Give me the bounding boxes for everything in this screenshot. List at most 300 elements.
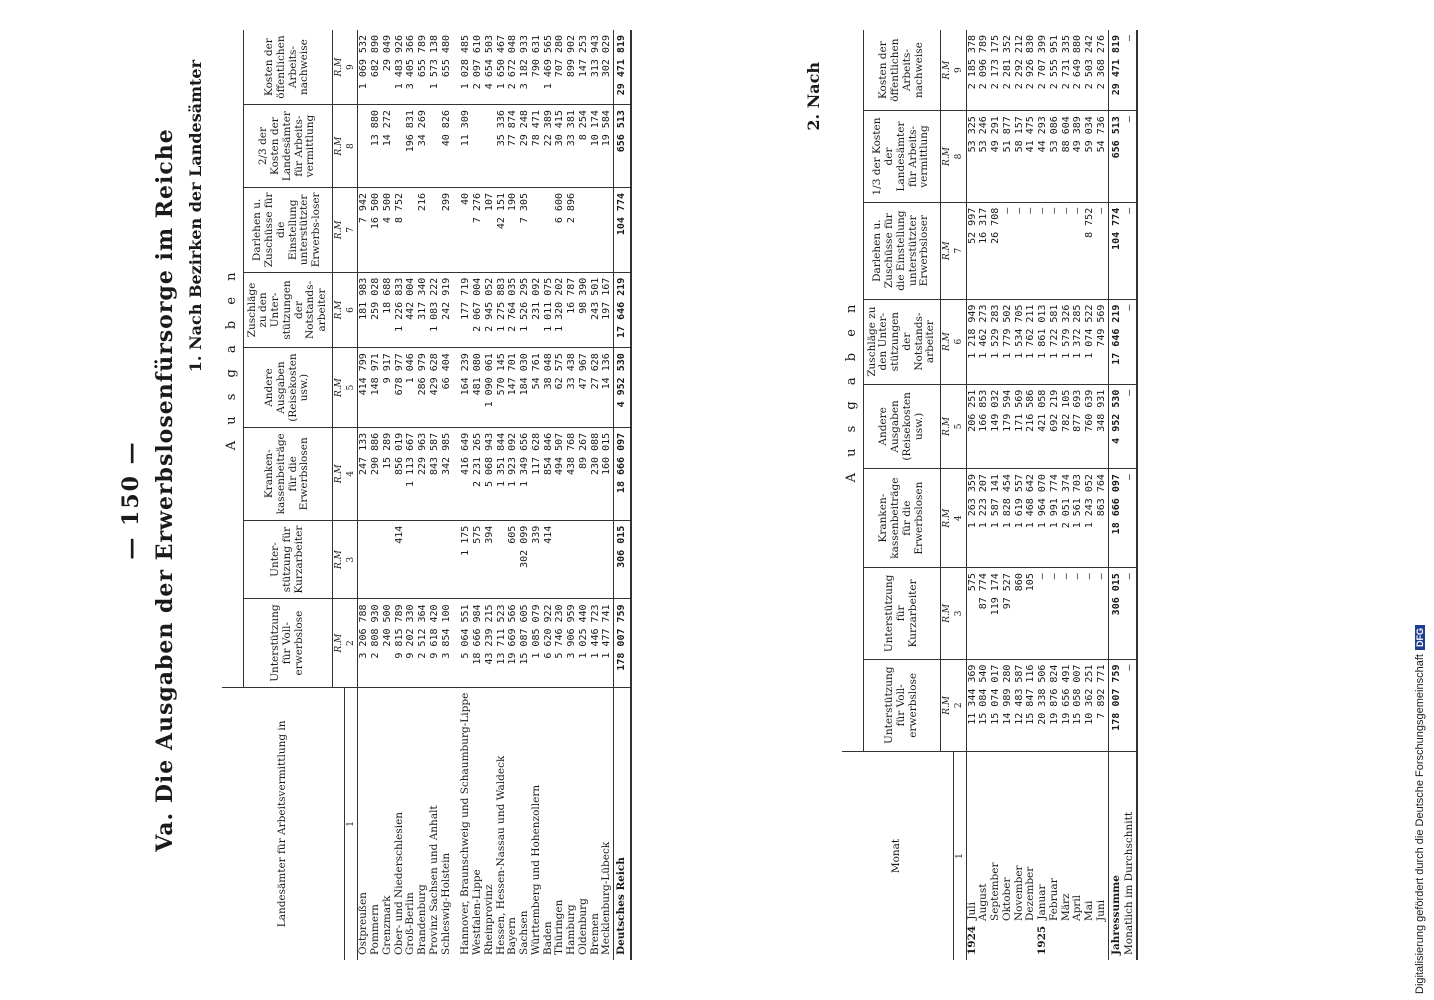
t1-cell: 290 886 <box>370 427 382 520</box>
t1-cell: 240 500 <box>382 599 394 687</box>
t2-row-label <box>1037 752 1049 961</box>
t1-unit-label: R.M <box>332 30 345 105</box>
t1-unit-label: R.M <box>332 427 345 520</box>
t2-row <box>1037 30 1049 960</box>
t1-row-label: Schleswig-Holstein <box>439 852 452 955</box>
t2-col-header: 1/3 der Kosten der Landesämter für Arbeits-vermittlung <box>863 111 941 203</box>
t1-cell: 286 979 <box>417 348 429 428</box>
t2-cell: 1 619 557 <box>1014 469 1026 568</box>
t2-month-name: Juni <box>1094 899 1107 921</box>
t2-cell: 2 649 880 <box>1072 30 1084 111</box>
t2-cell: — <box>1124 299 1137 384</box>
t1-col-header: Zuschläge zu den Unter-stützungen der Notstands-arbeiter <box>243 272 332 348</box>
t2-col-number: 3 <box>953 568 966 659</box>
t1-row-label: Grenzmark <box>380 895 393 955</box>
t1-cell <box>405 520 417 599</box>
t1-spacer-cell <box>452 30 460 105</box>
t1-cell: 147 253 <box>578 30 590 105</box>
t1-cell: 1 175 <box>460 520 472 599</box>
section-title-1: 1. Nach Bezirken der Landesämter <box>186 60 205 373</box>
t2-col-header: Darlehen u. Zuschüsse für die Einstellung unterstützter Erwerbsloser <box>863 202 941 299</box>
t2-cell: 1 722 581 <box>1049 299 1061 384</box>
t1-cell: 216 <box>417 188 429 273</box>
t2-cell: 29 471 819 <box>1108 30 1124 111</box>
t1-cell: 2 896 <box>566 188 578 273</box>
t1-row <box>566 30 578 960</box>
t1-cell: 11 309 <box>460 105 472 188</box>
t2-cell: 2 368 276 <box>1096 30 1108 111</box>
t1-cell: 2 067 004 <box>472 272 484 348</box>
t1-cell: 4 654 503 <box>484 30 496 105</box>
t1-unit-label: R.M <box>332 599 345 687</box>
t1-cell: 77 874 <box>507 105 519 188</box>
t2-cell: 15 074 017 <box>990 659 1002 751</box>
t1-cell: 394 <box>484 520 496 599</box>
t1-cell: 147 701 <box>507 348 519 428</box>
t2-col-number: 4 <box>953 469 966 568</box>
t1-cell <box>429 520 441 599</box>
t1-row <box>614 30 631 960</box>
t2-cell: 119 174 <box>990 568 1002 659</box>
t2-cell: 1 462 273 <box>978 299 990 384</box>
t2-cell: 206 251 <box>966 384 978 468</box>
t2-row-label <box>1002 752 1014 961</box>
t2-cell: 4 952 530 <box>1108 384 1124 468</box>
t2-cell: — <box>1072 568 1084 659</box>
t1-cell <box>590 188 602 273</box>
t1-cell: 899 902 <box>566 30 578 105</box>
t2-cell: 17 646 219 <box>1108 299 1124 384</box>
t1-unit-label: R.M <box>332 520 345 599</box>
t2-cell: — <box>1072 202 1084 299</box>
t2-col-number: 1 <box>953 752 966 961</box>
table1-ausgaben-header: A u s g a b e n <box>222 30 243 687</box>
t1-cell <box>496 520 508 599</box>
t2-cell: 7 892 771 <box>1096 659 1108 751</box>
t2-month-name: Januar <box>1036 884 1049 920</box>
t1-cell: 18 666 984 <box>472 599 484 687</box>
t2-cell: 1 579 326 <box>1061 299 1073 384</box>
t1-cell: 30 415 <box>554 105 566 188</box>
t2-cell: 59 034 <box>1084 111 1096 203</box>
t2-col-header: Kosten der öffentlichen Arbeits-nachweise <box>863 30 941 111</box>
dfg-logo: DFG <box>1415 625 1425 650</box>
t2-cell: 58 157 <box>1014 111 1026 203</box>
t2-cell: 216 586 <box>1025 384 1037 468</box>
t2-row-label <box>1072 752 1084 961</box>
t2-row <box>1124 30 1137 960</box>
t1-cell: 164 239 <box>460 348 472 428</box>
t2-year: 1925 <box>1036 925 1049 955</box>
t1-cell: 6 620 922 <box>543 599 555 687</box>
table-landesaemter <box>222 30 632 960</box>
t1-col-number: 8 <box>345 105 358 188</box>
t1-cell: 2 097 610 <box>472 30 484 105</box>
t2-cell: 178 007 759 <box>1108 659 1124 751</box>
t1-cell: 34 269 <box>417 105 429 188</box>
t2-cell: — <box>1014 202 1026 299</box>
t2-cell: 2 185 378 <box>966 30 978 111</box>
t1-cell: 40 826 <box>441 105 453 188</box>
t2-row <box>1014 30 1026 960</box>
t2-col-number: 5 <box>953 384 966 468</box>
t1-row <box>358 30 370 960</box>
t1-cell <box>554 520 566 599</box>
t2-cell: 782 105 <box>1061 384 1073 468</box>
t2-cell: 49 389 <box>1072 111 1084 203</box>
t1-cell: 181 983 <box>358 272 370 348</box>
t2-cell: 52 997 <box>966 202 978 299</box>
t1-unit-label: R.M <box>332 188 345 273</box>
t2-unit-label: R.M <box>941 30 954 111</box>
t1-col-number: 1 <box>345 687 358 960</box>
t1-col-number: 6 <box>345 272 358 348</box>
t2-cell: — <box>1124 30 1137 111</box>
t1-cell: 707 280 <box>554 30 566 105</box>
t1-cell: 1 483 926 <box>394 30 406 105</box>
t2-cell: 53 086 <box>1049 111 1061 203</box>
t2-cell: 1 372 285 <box>1072 299 1084 384</box>
t1-cell: 2 512 364 <box>417 599 429 687</box>
table2-first-header: Monat <box>842 752 953 961</box>
t1-cell <box>358 520 370 599</box>
t1-cell <box>484 105 496 188</box>
t2-row-label <box>1096 752 1108 961</box>
t1-col-header: Kosten der öffentlichen Arbeits-nachweise <box>243 30 332 105</box>
t2-col-number: 7 <box>953 202 966 299</box>
t1-cell: 854 846 <box>543 427 555 520</box>
t2-cell: 15 058 007 <box>1072 659 1084 751</box>
t1-cell <box>578 520 590 599</box>
t2-cell: 306 015 <box>1108 568 1124 659</box>
t1-col-header: Unter-stützung für Kurzarbeiter <box>243 520 332 599</box>
t1-cell: 3 206 788 <box>358 599 370 687</box>
t1-cell: 414 799 <box>358 348 370 428</box>
t2-row <box>1108 30 1124 960</box>
t2-cell: 1 762 211 <box>1025 299 1037 384</box>
t1-cell: 2 945 052 <box>484 272 496 348</box>
t1-cell: 196 831 <box>405 105 417 188</box>
t1-row-label: Hamburg <box>565 904 578 955</box>
t2-month-name: Juli <box>965 902 978 920</box>
t2-row <box>966 30 978 960</box>
t2-month-name: Mai <box>1083 900 1096 921</box>
t1-cell: 14 272 <box>382 105 394 188</box>
side-credit-text <box>1414 14 1426 994</box>
t1-spacer-cell <box>452 427 460 520</box>
t1-row-label: Rheinprovinz <box>482 884 495 955</box>
t1-row-label: Pommern <box>369 904 382 955</box>
t1-cell: 1 446 723 <box>590 599 602 687</box>
t2-cell: 20 338 506 <box>1037 659 1049 751</box>
t1-cell: 3 854 100 <box>441 599 453 687</box>
t1-cell: 5 064 551 <box>460 599 472 687</box>
t2-cell: — <box>1096 202 1108 299</box>
t2-cell: 1 263 359 <box>966 469 978 568</box>
t2-cell: 53 325 <box>966 111 978 203</box>
t2-row <box>1002 30 1014 960</box>
t1-cell <box>394 105 406 188</box>
t2-cell: 105 <box>1025 568 1037 659</box>
t1-cell: 104 774 <box>614 188 631 273</box>
t1-unit-label: R.M <box>332 105 345 188</box>
t2-cell: 12 483 587 <box>1014 659 1026 751</box>
t1-row-label: Ostpreußen <box>357 892 370 955</box>
t2-cell: 51 877 <box>1002 111 1014 203</box>
t1-cell: 790 631 <box>531 30 543 105</box>
t2-cell: 692 219 <box>1049 384 1061 468</box>
t1-cell: 1 090 061 <box>484 348 496 428</box>
t1-cell: 1 349 656 <box>519 427 531 520</box>
t2-cell: — <box>1124 568 1137 659</box>
t2-month-name: November <box>1012 865 1025 921</box>
t1-cell: 575 <box>472 520 484 599</box>
t1-cell: 27 628 <box>590 348 602 428</box>
t1-cell: 1 351 844 <box>496 427 508 520</box>
chapter-title: Va. Die Ausgaben der Erwerbslosenfürsorge im Reiche <box>152 128 178 852</box>
t1-cell: 242 919 <box>441 272 453 348</box>
t1-cell: 416 649 <box>460 427 472 520</box>
t2-cell: 877 693 <box>1072 384 1084 468</box>
t1-cell: 1 275 883 <box>496 272 508 348</box>
t2-cell: — <box>1061 202 1073 299</box>
t1-cell: 47 967 <box>578 348 590 428</box>
t2-row-label: Monatlich im Durchschnitt <box>1124 752 1137 961</box>
t2-cell: 2 926 830 <box>1025 30 1037 111</box>
t2-cell: 2 173 175 <box>990 30 1002 111</box>
t2-cell: 1 074 522 <box>1084 299 1096 384</box>
t1-row <box>543 30 555 960</box>
t1-cell: 18 688 <box>382 272 394 348</box>
t2-cell: 1 468 642 <box>1025 469 1037 568</box>
t1-cell: 299 <box>441 188 453 273</box>
t1-cell: 2 808 930 <box>370 599 382 687</box>
t2-cell: 54 736 <box>1096 111 1108 203</box>
t1-row <box>507 30 519 960</box>
t2-row-label <box>1084 752 1096 961</box>
t1-cell: 13 880 <box>370 105 382 188</box>
t2-col-header: Andere Ausgaben (Reisekosten usw.) <box>863 384 941 468</box>
t2-cell: 421 058 <box>1037 384 1049 468</box>
t1-cell: 54 761 <box>531 348 543 428</box>
t2-row-label: Jahressumme <box>1108 752 1124 961</box>
t2-cell: 88 604 <box>1061 111 1073 203</box>
t1-cell: 313 943 <box>590 30 602 105</box>
t1-cell: 656 513 <box>614 105 631 188</box>
t2-cell: 1 964 070 <box>1037 469 1049 568</box>
t2-cell: 2 503 242 <box>1084 30 1096 111</box>
t2-unit-label: R.M <box>941 111 954 203</box>
t1-cell: 197 167 <box>601 272 613 348</box>
t1-row <box>370 30 382 960</box>
t1-cell: 414 <box>394 520 406 599</box>
t1-cell: 8 254 <box>578 105 590 188</box>
t1-row <box>394 30 406 960</box>
t1-unit-label: R.M <box>332 272 345 348</box>
t2-cell: — <box>1049 568 1061 659</box>
t1-cell: 190 <box>507 188 519 273</box>
t1-col-header: Darlehen u. Zuschüsse für die Einstellung unterstützter Erwerbs-loser <box>243 188 332 273</box>
t1-cell: 15 087 605 <box>519 599 531 687</box>
t1-cell <box>429 188 441 273</box>
t1-cell: 43 239 215 <box>484 599 496 687</box>
t2-unit-label: R.M <box>941 469 954 568</box>
t2-row-label <box>1049 752 1061 961</box>
t1-spacer-cell <box>452 520 460 599</box>
t1-row-label: Westfalen-Lippe <box>471 869 484 955</box>
t2-col-header: Unterstützung für Voll-erwerbslose <box>863 659 941 751</box>
t2-cell: — <box>1124 202 1137 299</box>
t2-cell: — <box>1124 384 1137 468</box>
side-credit <box>1416 8 1430 992</box>
t1-col-header: Kranken-kassenbeiträge für die Erwerbslosen <box>243 427 332 520</box>
t2-cell: 49 291 <box>990 111 1002 203</box>
t1-cell: 178 007 759 <box>614 599 631 687</box>
t1-cell <box>543 188 555 273</box>
t1-cell: 678 977 <box>394 348 406 428</box>
t2-cell: 53 246 <box>978 111 990 203</box>
t2-row <box>978 30 990 960</box>
t1-cell: 442 004 <box>405 272 417 348</box>
t2-unit-label: R.M <box>941 568 954 659</box>
t2-month-name: Februar <box>1047 878 1060 921</box>
t1-row-label: Württemberg und Hohenzollern <box>529 784 542 955</box>
t1-col-number: 9 <box>345 30 358 105</box>
t1-cell: 18 666 097 <box>614 427 631 520</box>
section-title-2: 2. Nach <box>804 62 823 131</box>
t2-cell: 760 639 <box>1084 384 1096 468</box>
t1-cell: 9 618 420 <box>429 599 441 687</box>
t1-row-label: Groß-Berlin <box>404 892 417 955</box>
t1-cell <box>405 188 417 273</box>
t1-cell <box>601 520 613 599</box>
t2-cell: 1 828 454 <box>1002 469 1014 568</box>
t1-row-label: Provinz Sachsen und Anhalt <box>427 805 440 955</box>
t2-row <box>1096 30 1108 960</box>
t2-cell: — <box>1037 202 1049 299</box>
t2-cell: 1 779 502 <box>1002 299 1014 384</box>
t2-cell: — <box>1124 659 1137 751</box>
t2-col-number: 8 <box>953 111 966 203</box>
t1-cell <box>370 520 382 599</box>
t1-cell: 2 231 265 <box>472 427 484 520</box>
t1-cell: 1 573 138 <box>429 30 441 105</box>
t1-cell: 184 030 <box>519 348 531 428</box>
t1-cell: 2 764 035 <box>507 272 519 348</box>
t1-cell: 231 092 <box>531 272 543 348</box>
t2-cell: 1 529 283 <box>990 299 1002 384</box>
t2-unit-label: R.M <box>941 202 954 299</box>
t1-cell: 429 628 <box>429 348 441 428</box>
t1-unit-label: R.M <box>332 348 345 428</box>
t1-cell: 1 113 667 <box>405 427 417 520</box>
t2-cell: 1 223 207 <box>978 469 990 568</box>
t2-cell: 2 281 352 <box>1002 30 1014 111</box>
t2-row <box>990 30 1002 960</box>
t1-cell: 42 151 <box>496 188 508 273</box>
t1-row-label: Ober- und Niederschlesien <box>392 811 405 955</box>
t2-row <box>1025 30 1037 960</box>
t2-col-header: Zuschläge zu den Unter-stützungen der Notstands-arbeiter <box>863 299 941 384</box>
side-credit-label: Digitalisierung gefördert durch die Deutsche Forschungsgemeinschaft <box>1414 654 1426 994</box>
t2-cell: 2 051 374 <box>1061 469 1073 568</box>
t1-cell: 1 226 833 <box>394 272 406 348</box>
t1-cell: 16 787 <box>566 272 578 348</box>
t1-cell: 177 719 <box>460 272 472 348</box>
t2-cell: 575 <box>966 568 978 659</box>
t1-cell <box>590 520 602 599</box>
t1-cell <box>566 520 578 599</box>
table1-first-header: Landesämter für Arbeitsvermittlung in <box>222 687 345 960</box>
t1-cell: 8 752 <box>394 188 406 273</box>
page-number: — 150 — <box>118 440 144 560</box>
t2-cell: 19 876 824 <box>1049 659 1061 751</box>
t2-cell: 2 096 789 <box>978 30 990 111</box>
t1-row-label: Oldenburg <box>576 898 589 955</box>
t1-spacer-cell <box>452 272 460 348</box>
t2-row-label <box>1014 752 1026 961</box>
t1-cell <box>382 520 394 599</box>
t1-cell: 1 011 075 <box>543 272 555 348</box>
t1-cell: 6 600 <box>554 188 566 273</box>
t2-cell: — <box>1025 202 1037 299</box>
t1-cell: 1 469 565 <box>543 30 555 105</box>
t1-cell: 13 711 523 <box>496 599 508 687</box>
t1-spacer-cell <box>452 188 460 273</box>
t2-row-label <box>978 752 990 961</box>
t2-cell: 104 774 <box>1108 202 1124 299</box>
t2-cell: 2 292 212 <box>1014 30 1026 111</box>
t1-cell <box>441 520 453 599</box>
t1-cell: 438 768 <box>566 427 578 520</box>
t1-cell: 107 <box>484 188 496 273</box>
t2-col-number: 2 <box>953 659 966 751</box>
t2-month-name: September <box>989 862 1002 921</box>
t2-col-number: 9 <box>953 30 966 111</box>
t1-row-label: Brandenburg <box>416 884 429 955</box>
t1-row-label: Mecklenburg-Lübeck <box>600 841 613 955</box>
t2-cell: 1 861 013 <box>1037 299 1049 384</box>
t1-cell: 339 <box>531 520 543 599</box>
t1-row <box>460 30 472 960</box>
t1-col-header: Andere Ausgaben (Reisekosten usw.) <box>243 348 332 428</box>
t1-row <box>496 30 508 960</box>
t1-row <box>531 30 543 960</box>
t2-unit-label: R.M <box>941 384 954 468</box>
t1-cell: 5 746 230 <box>554 599 566 687</box>
t2-cell: 179 594 <box>1002 384 1014 468</box>
t1-cell: 89 267 <box>578 427 590 520</box>
t2-cell: 19 656 491 <box>1061 659 1073 751</box>
t2-cell: 15 847 116 <box>1025 659 1037 751</box>
t1-row <box>578 30 590 960</box>
t1-cell <box>429 105 441 188</box>
t1-cell: 229 963 <box>417 427 429 520</box>
t1-col-header: Unterstützung für Voll-erwerbslose <box>243 599 332 687</box>
t1-row-label: Hessen, Hessen-Nassau und Waldeck <box>494 755 507 955</box>
t1-row-label: Baden <box>541 921 554 955</box>
t2-cell: — <box>1037 568 1049 659</box>
t1-row-label: Bremen <box>588 913 601 955</box>
t1-cell <box>417 520 429 599</box>
t2-cell: 860 <box>1014 568 1026 659</box>
t1-cell: 62 575 <box>554 348 566 428</box>
t2-cell: — <box>1124 469 1137 568</box>
t2-month-name: April <box>1071 894 1084 921</box>
t1-cell: 4 952 530 <box>614 348 631 428</box>
t1-cell <box>358 105 370 188</box>
t1-cell: 306 015 <box>614 520 631 599</box>
